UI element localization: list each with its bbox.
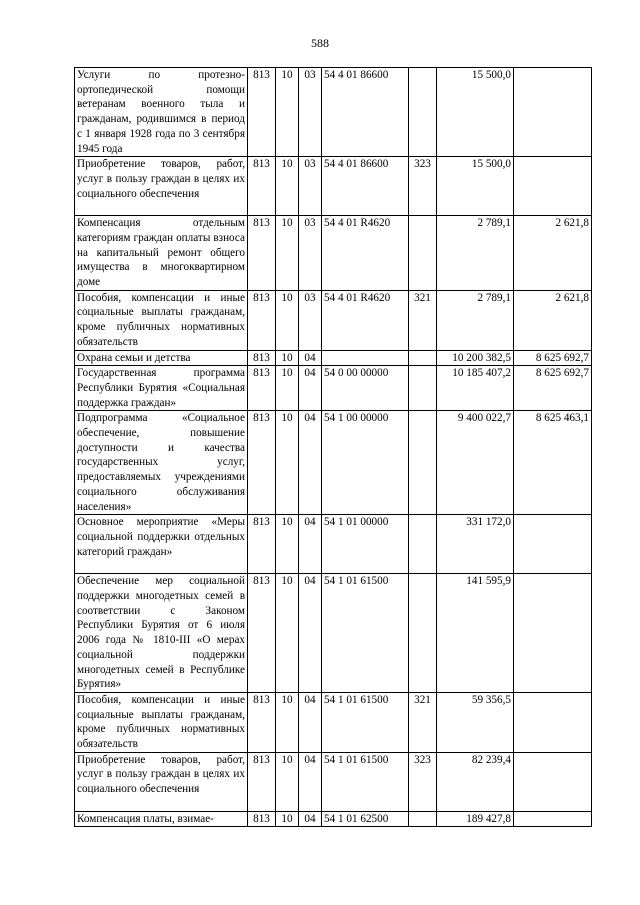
subsection-cell: 04 [299,811,322,827]
sum-1-cell: 82 239,4 [437,752,514,811]
target-article-cell: 54 1 01 61500 [322,752,409,811]
section-cell: 10 [276,216,299,291]
row-name-cell: Охрана семьи и детства [75,350,248,366]
row-name-cell: Компенсация отдельным категориям граждан оплаты взноса на капитальный ремонт общего имущества в многоквартирном доме [75,216,248,291]
target-article-cell: 54 1 01 61500 [322,574,409,693]
row-name-cell: Основное мероприятие «Меры социальной поддержки отдельных категорий граждан» [75,515,248,574]
section-cell: 10 [276,515,299,574]
grbs-cell: 813 [248,290,276,350]
section-cell: 10 [276,752,299,811]
expense-type-cell [409,574,437,693]
expense-type-cell: 321 [409,290,437,350]
table-row [75,157,592,216]
row-name-cell: Обеспечение мер социальной поддержки многодетных семей в соответствии с Законом Республики Бурятия от 6 июля 2006 года № 1810-III «О мерах социальной поддержки многодетных семей в Республике Бурятия» [75,574,248,693]
grbs-cell: 813 [248,68,276,157]
target-article-cell: 54 4 01 R4620 [322,216,409,291]
subsection-cell: 04 [299,411,322,515]
section-cell: 10 [276,290,299,350]
target-article-cell: 54 4 01 86600 [322,68,409,157]
sum-1-cell: 189 427,8 [437,811,514,827]
row-name-cell: Пособия, компенсации и иные социальные выплаты гражданам, кроме публичных нормативных обязательств [75,692,248,752]
section-cell: 10 [276,68,299,157]
table-row [75,216,592,291]
expense-type-cell [409,515,437,574]
sum-2-cell: 2 621,8 [514,290,592,350]
table-row [75,366,592,411]
grbs-cell: 813 [248,811,276,827]
table-body [75,68,592,827]
target-article-cell: 54 4 01 R4620 [322,290,409,350]
grbs-cell: 813 [248,350,276,366]
expense-type-cell: 323 [409,157,437,216]
row-name-cell: Подпрограмма «Социальное обеспечение, повышение доступности и качества государственных услуг, предоставляемых учреждениями социального обслуживания населения» [75,411,248,515]
sum-1-cell: 10 185 407,2 [437,366,514,411]
table-row [75,574,592,693]
expense-type-cell [409,811,437,827]
grbs-cell: 813 [248,752,276,811]
subsection-cell: 03 [299,68,322,157]
subsection-cell: 03 [299,216,322,291]
subsection-cell: 04 [299,692,322,752]
sum-2-cell: 2 621,8 [514,216,592,291]
table-row [75,350,592,366]
sum-2-cell: 8 625 692,7 [514,350,592,366]
target-article-cell: 54 1 00 00000 [322,411,409,515]
section-cell: 10 [276,411,299,515]
row-name-cell: Компенсация платы, взимае- [75,811,248,827]
grbs-cell: 813 [248,411,276,515]
expense-type-cell [409,366,437,411]
section-cell: 10 [276,692,299,752]
sum-1-cell: 15 500,0 [437,157,514,216]
row-name-cell: Услуги по протезно-ортопедической помощи ветеранам военного тыла и гражданам, родившимся в период с 1 января 1928 года по 3 сентября 1945 года [75,68,248,157]
table-row [75,692,592,752]
sum-1-cell: 2 789,1 [437,290,514,350]
sum-2-cell [514,752,592,811]
sum-2-cell [514,157,592,216]
expense-type-cell [409,350,437,366]
page-number: 588 [311,36,329,50]
expense-type-cell [409,68,437,157]
sum-2-cell [514,811,592,827]
subsection-cell: 04 [299,752,322,811]
target-article-cell: 54 0 00 00000 [322,366,409,411]
subsection-cell: 04 [299,515,322,574]
subsection-cell: 04 [299,350,322,366]
sum-2-cell [514,68,592,157]
budget-table [74,67,592,827]
section-cell: 10 [276,157,299,216]
section-cell: 10 [276,811,299,827]
table-row [75,411,592,515]
sum-1-cell: 10 200 382,5 [437,350,514,366]
row-name-cell: Пособия, компенсации и иные социальные выплаты гражданам, кроме публичных нормативных обязательств [75,290,248,350]
table-row [75,515,592,574]
row-name-cell: Государственная программа Республики Бурятия «Социальная поддержка граждан» [75,366,248,411]
grbs-cell: 813 [248,574,276,693]
table-row [75,752,592,811]
target-article-cell [322,350,409,366]
section-cell: 10 [276,366,299,411]
table-row [75,290,592,350]
grbs-cell: 813 [248,515,276,574]
sum-1-cell: 15 500,0 [437,68,514,157]
row-name-cell: Приобретение товаров, работ, услуг в пользу граждан в целях их социального обеспечения [75,752,248,811]
sum-2-cell: 8 625 463,1 [514,411,592,515]
sum-1-cell: 9 400 022,7 [437,411,514,515]
section-cell: 10 [276,574,299,693]
grbs-cell: 813 [248,366,276,411]
subsection-cell: 04 [299,366,322,411]
sum-1-cell: 2 789,1 [437,216,514,291]
expense-type-cell: 323 [409,752,437,811]
expense-type-cell: 321 [409,692,437,752]
sum-2-cell [514,515,592,574]
sum-1-cell: 59 356,5 [437,692,514,752]
section-cell: 10 [276,350,299,366]
target-article-cell: 54 1 01 00000 [322,515,409,574]
table-row [75,811,592,827]
grbs-cell: 813 [248,216,276,291]
expense-type-cell [409,411,437,515]
sum-2-cell [514,692,592,752]
grbs-cell: 813 [248,692,276,752]
subsection-cell: 04 [299,574,322,693]
expense-type-cell [409,216,437,291]
subsection-cell: 03 [299,290,322,350]
target-article-cell: 54 1 01 61500 [322,692,409,752]
table-row [75,68,592,157]
sum-1-cell: 141 595,9 [437,574,514,693]
target-article-cell: 54 1 01 62500 [322,811,409,827]
sum-2-cell [514,574,592,693]
grbs-cell: 813 [248,157,276,216]
target-article-cell: 54 4 01 86600 [322,157,409,216]
row-name-cell: Приобретение товаров, работ, услуг в пользу граждан в целях их социального обеспечения [75,157,248,216]
sum-2-cell: 8 625 692,7 [514,366,592,411]
sum-1-cell: 331 172,0 [437,515,514,574]
subsection-cell: 03 [299,157,322,216]
